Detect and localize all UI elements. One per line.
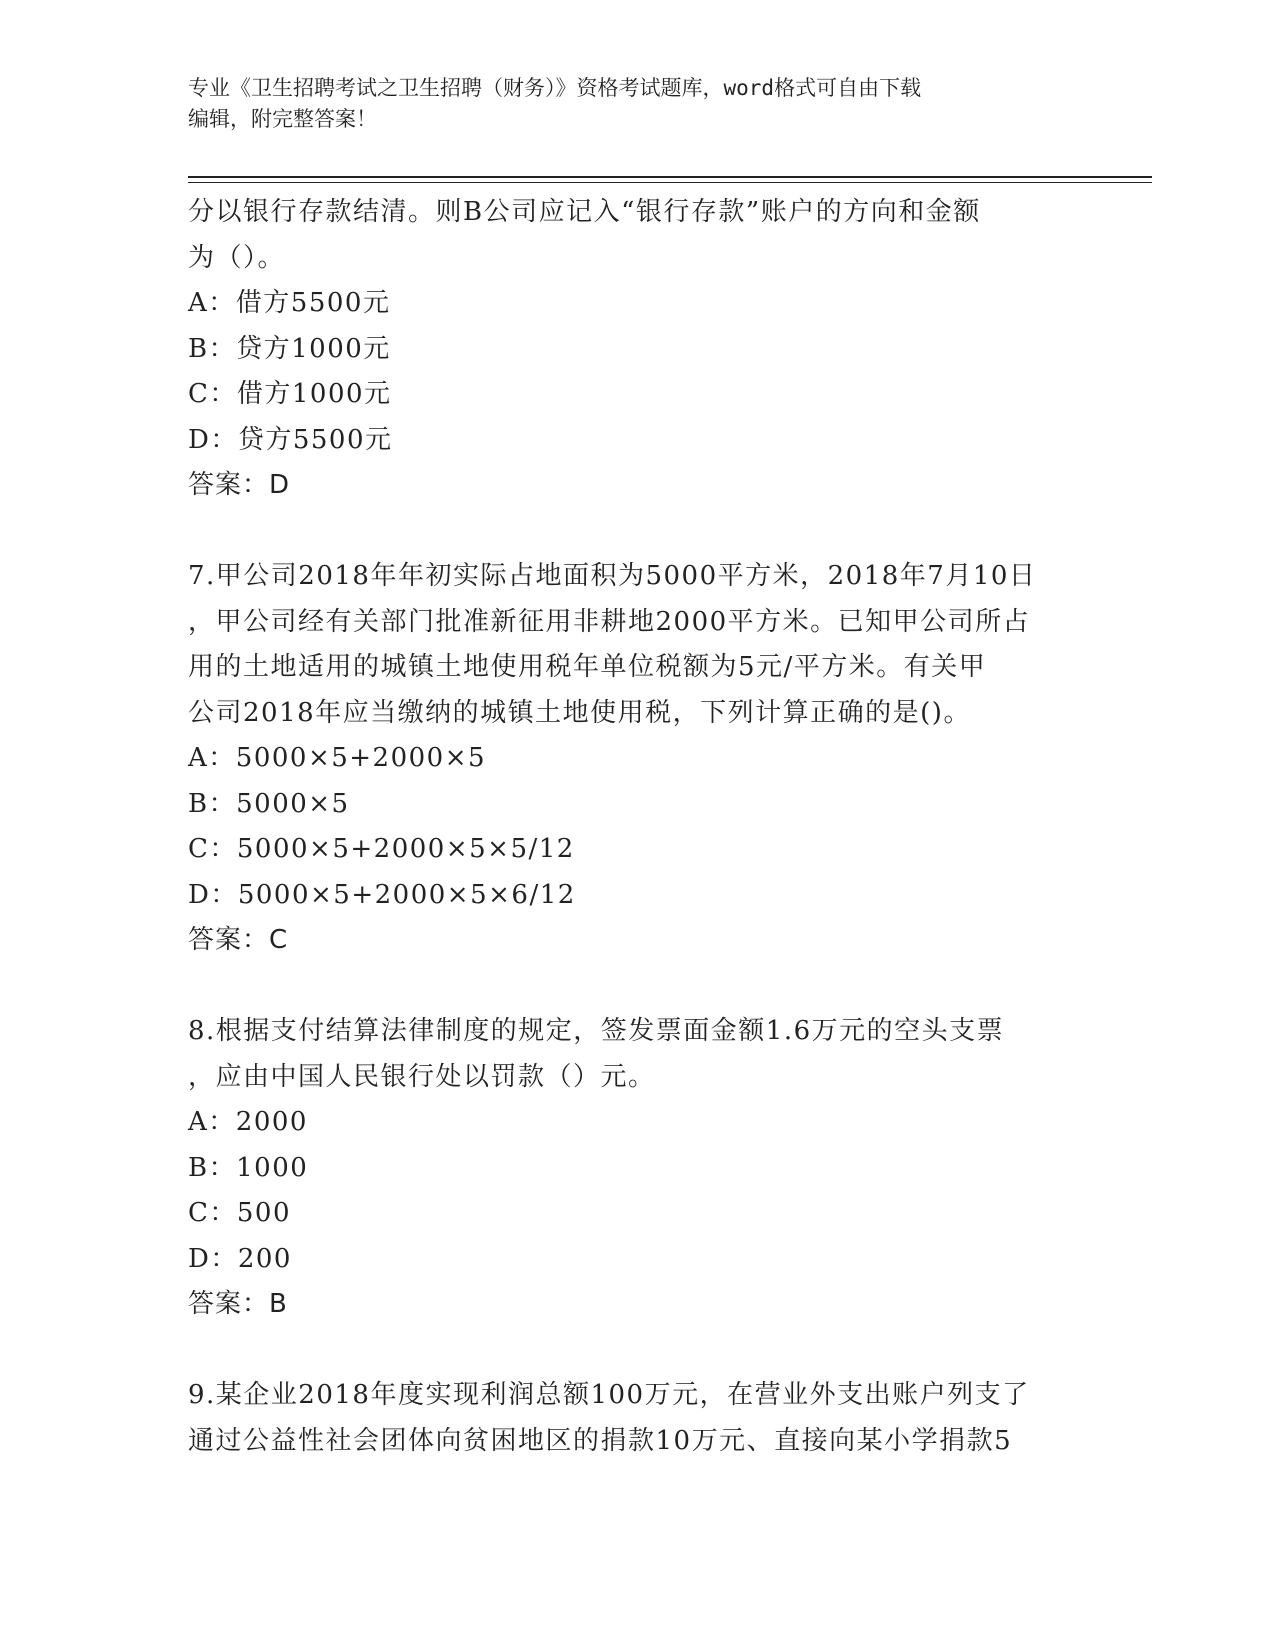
question-text-line: ，甲公司经有关部门批准新征用非耕地2000平方米。已知甲公司所占 — [188, 606, 1031, 637]
question-continued — [188, 190, 1088, 509]
option-c: C：500 — [188, 1198, 292, 1228]
option-a: A：5000×5+2000×5 — [188, 743, 487, 773]
question-text-line: 用的土地适用的城镇土地使用税年单位税额为5元/平方米。有关甲 — [188, 652, 987, 682]
option-c: C：借方1000元 — [188, 379, 392, 409]
answer-line: 答案：D — [188, 470, 291, 500]
option-d: D：5000×5+2000×5×6/12 — [188, 879, 576, 910]
question-text-line: 7.甲公司2018年年初实际占地面积为5000平方米，2018年7月10日 — [188, 561, 1037, 591]
answer-line: 答案：C — [188, 925, 289, 955]
question-text-line: 通过公益性社会团体向贫困地区的捐款10万元、直接向某小学捐款5 — [188, 1425, 1013, 1456]
question-text-line: 8.根据支付结算法律制度的规定，签发票面金额1.6万元的空头支票 — [188, 1016, 1005, 1046]
header-divider-thin — [188, 182, 1152, 183]
question-text-line: ，应由中国人民银行处以罚款（）元。 — [188, 1061, 656, 1092]
option-b: B：5000×5 — [188, 788, 350, 819]
question-text-line: 9.某企业2018年度实现利润总额100万元，在营业外支出账户列支了 — [188, 1380, 1030, 1410]
option-b: B：贷方1000元 — [188, 333, 391, 364]
question-content — [188, 190, 1088, 1464]
question-9 — [188, 1373, 1088, 1464]
option-a: A：借方5500元 — [188, 288, 391, 318]
option-b: B：1000 — [188, 1152, 309, 1183]
page-header — [188, 73, 1088, 135]
answer-line: 答案：B — [188, 1289, 288, 1319]
spacer — [188, 964, 1088, 1010]
header-divider-thick — [188, 176, 1152, 178]
option-d: D：200 — [188, 1243, 292, 1274]
question-text-line: 分以银行存款结清。则B公司应记入“银行存款”账户的方向和金额 — [188, 197, 981, 227]
question-7 — [188, 554, 1088, 964]
spacer — [188, 509, 1088, 555]
question-text-line: 为（）。 — [188, 242, 286, 273]
question-8 — [188, 1009, 1088, 1328]
option-d: D：贷方5500元 — [188, 424, 393, 455]
option-a: A：2000 — [188, 1107, 308, 1137]
header-line-2: 编辑，附完整答案！ — [188, 107, 377, 131]
option-c: C：5000×5+2000×5×5/12 — [188, 834, 575, 864]
spacer — [188, 1328, 1088, 1374]
header-line-1: 专业《卫生招聘考试之卫生招聘（财务）》资格考试题库，word格式可自由下载 — [188, 76, 922, 100]
question-text-line: 公司2018年应当缴纳的城镇土地使用税，下列计算正确的是()。 — [188, 697, 971, 728]
